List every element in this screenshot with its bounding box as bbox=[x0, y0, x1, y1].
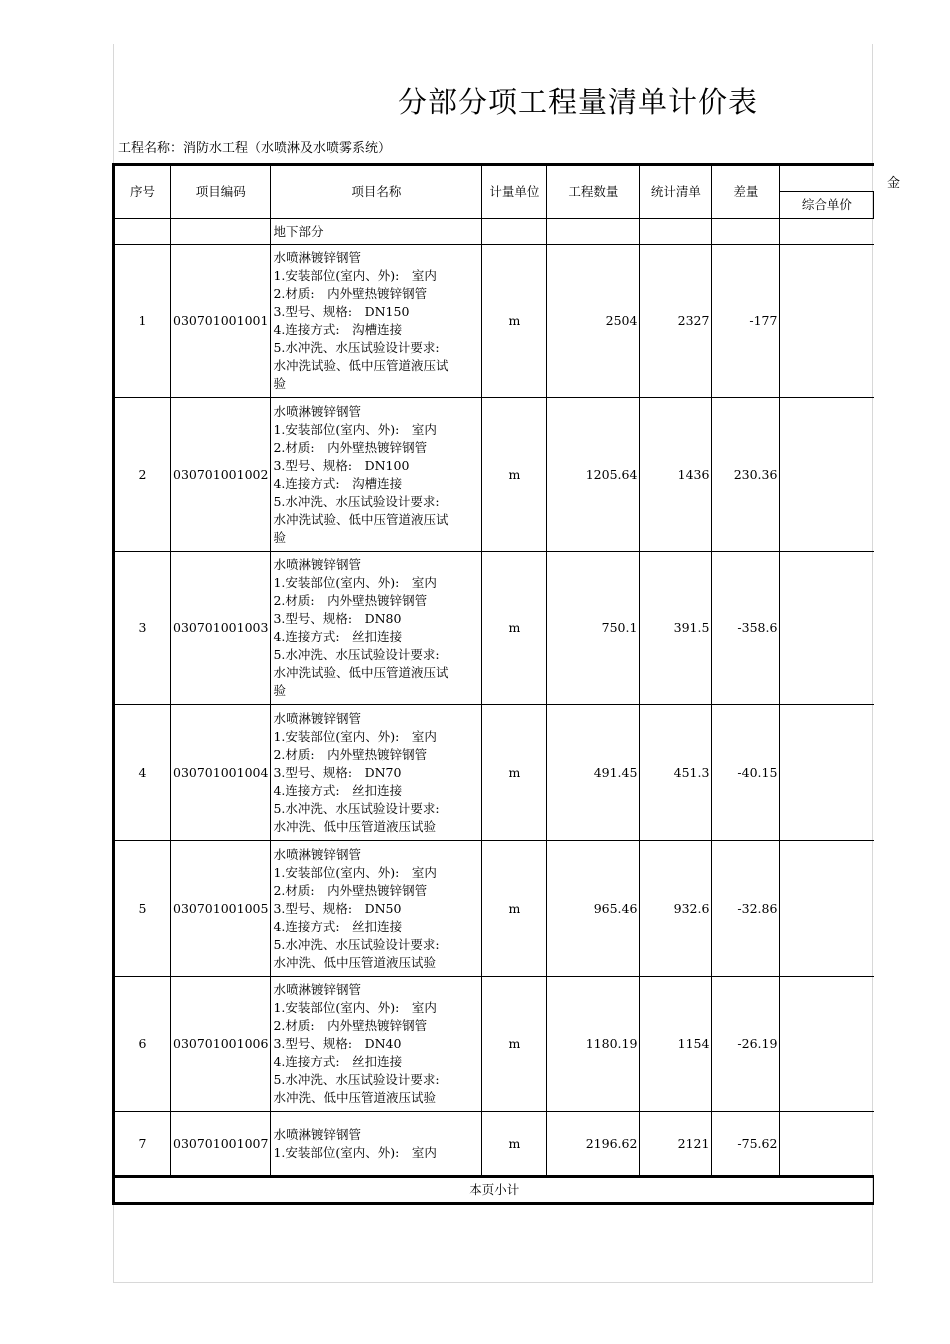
header-name: 项目名称 bbox=[271, 165, 482, 219]
row-unit-price bbox=[780, 398, 874, 552]
row-description: 水喷淋镀锌钢管 1.安装部位(室内、外): 室内 2.材质: 内外壁热镀锌钢管 3.型号、规格: DN100 4.连接方式: 沟槽连接 5.水冲洗、水压试验设计要求: 水冲洗试验、低中压管道液压试 验 bbox=[271, 398, 482, 552]
row-seq: 4 bbox=[114, 705, 171, 841]
row-quantity: 1205.64 bbox=[547, 398, 640, 552]
page-title: 分部分项工程量清单计价表 bbox=[398, 85, 759, 119]
row-quantity: 2504 bbox=[547, 245, 640, 398]
row-difference: -26.19 bbox=[712, 977, 780, 1112]
header-unit: 计量单位 bbox=[482, 165, 547, 219]
row-stat-quantity: 932.6 bbox=[640, 841, 712, 977]
row-quantity: 491.45 bbox=[547, 705, 640, 841]
row-difference: -40.15 bbox=[712, 705, 780, 841]
header-code: 项目编码 bbox=[171, 165, 271, 219]
row-unit-price bbox=[780, 552, 874, 705]
row-code: 030701001004 bbox=[171, 705, 271, 841]
row-seq: 3 bbox=[114, 552, 171, 705]
row-stat-quantity: 2327 bbox=[640, 245, 712, 398]
row-seq: 1 bbox=[114, 245, 171, 398]
row-code: 030701001003 bbox=[171, 552, 271, 705]
row-unit-price bbox=[780, 977, 874, 1112]
row-quantity: 750.1 bbox=[547, 552, 640, 705]
row-quantity: 1180.19 bbox=[547, 977, 640, 1112]
row-stat-quantity: 1154 bbox=[640, 977, 712, 1112]
row-stat-quantity: 451.3 bbox=[640, 705, 712, 841]
row-unit: m bbox=[482, 977, 547, 1112]
row-unit: m bbox=[482, 552, 547, 705]
row-description: 水喷淋镀锌钢管 1.安装部位(室内、外): 室内 2.材质: 内外壁热镀锌钢管 3.型号、规格: DN150 4.连接方式: 沟槽连接 5.水冲洗、水压试验设计要求: 水冲洗试验、低中压管道液压试 验 bbox=[271, 245, 482, 398]
row-difference: -75.62 bbox=[712, 1112, 780, 1177]
row-code: 030701001007 bbox=[171, 1112, 271, 1177]
bill-of-quantities-table bbox=[112, 163, 874, 1205]
header-unit-price: 综合单价 bbox=[780, 192, 874, 219]
row-unit-price bbox=[780, 841, 874, 977]
table-row bbox=[114, 705, 874, 841]
row-unit: m bbox=[482, 841, 547, 977]
row-difference: 230.36 bbox=[712, 398, 780, 552]
header-diff: 差量 bbox=[712, 165, 780, 219]
header-qty: 工程数量 bbox=[547, 165, 640, 219]
row-unit: m bbox=[482, 1112, 547, 1177]
row-description: 水喷淋镀锌钢管 1.安装部位(室内、外): 室内 2.材质: 内外壁热镀锌钢管 3.型号、规格: DN50 4.连接方式: 丝扣连接 5.水冲洗、水压试验设计要求: 水冲洗、低中压管道液压试验 bbox=[271, 841, 482, 977]
row-unit-price bbox=[780, 1112, 874, 1177]
table-row bbox=[114, 245, 874, 398]
table-row bbox=[114, 1112, 874, 1177]
row-difference: -358.6 bbox=[712, 552, 780, 705]
project-name: 工程名称：消防水工程（水喷淋及水喷雾系统） bbox=[118, 141, 392, 156]
row-unit: m bbox=[482, 245, 547, 398]
header-stat: 统计清单 bbox=[640, 165, 712, 219]
row-stat-quantity: 2121 bbox=[640, 1112, 712, 1177]
row-description: 水喷淋镀锌钢管 1.安装部位(室内、外): 室内 2.材质: 内外壁热镀锌钢管 3.型号、规格: DN70 4.连接方式: 丝扣连接 5.水冲洗、水压试验设计要求: 水冲洗、低中压管道液压试验 bbox=[271, 705, 482, 841]
row-difference: -32.86 bbox=[712, 841, 780, 977]
row-stat-quantity: 1436 bbox=[640, 398, 712, 552]
row-code: 030701001006 bbox=[171, 977, 271, 1112]
row-seq: 7 bbox=[114, 1112, 171, 1177]
row-seq: 6 bbox=[114, 977, 171, 1112]
row-description: 水喷淋镀锌钢管 1.安装部位(室内、外): 室内 2.材质: 内外壁热镀锌钢管 3.型号、规格: DN40 4.连接方式: 丝扣连接 5.水冲洗、水压试验设计要求: 水冲洗、低中压管道液压试验 bbox=[271, 977, 482, 1112]
row-unit: m bbox=[482, 705, 547, 841]
row-seq: 2 bbox=[114, 398, 171, 552]
row-description: 水喷淋镀锌钢管 1.安装部位(室内、外): 室内 bbox=[271, 1112, 482, 1177]
table-row bbox=[114, 841, 874, 977]
row-quantity: 2196.62 bbox=[547, 1112, 640, 1177]
header-amount-group bbox=[780, 165, 874, 192]
section-label: 地下部分 bbox=[271, 219, 482, 245]
table-footer bbox=[114, 1177, 874, 1204]
row-unit: m bbox=[482, 398, 547, 552]
row-stat-quantity: 391.5 bbox=[640, 552, 712, 705]
table-row bbox=[114, 398, 874, 552]
table-header bbox=[114, 165, 874, 219]
row-description: 水喷淋镀锌钢管 1.安装部位(室内、外): 室内 2.材质: 内外壁热镀锌钢管 3.型号、规格: DN80 4.连接方式: 丝扣连接 5.水冲洗、水压试验设计要求: 水冲洗试验、低中压管道液压试 验 bbox=[271, 552, 482, 705]
row-difference: -177 bbox=[712, 245, 780, 398]
row-quantity: 965.46 bbox=[547, 841, 640, 977]
section-row bbox=[114, 219, 874, 245]
row-seq: 5 bbox=[114, 841, 171, 977]
row-code: 030701001001 bbox=[171, 245, 271, 398]
row-unit-price bbox=[780, 245, 874, 398]
amount-column-header: 金 bbox=[887, 176, 901, 191]
page-subtotal-label: 本页小计 bbox=[114, 1177, 874, 1204]
row-code: 030701001005 bbox=[171, 841, 271, 977]
row-code: 030701001002 bbox=[171, 398, 271, 552]
table-row bbox=[114, 552, 874, 705]
row-unit-price bbox=[780, 705, 874, 841]
header-seq: 序号 bbox=[114, 165, 171, 219]
table-body bbox=[114, 219, 874, 1177]
table-row bbox=[114, 977, 874, 1112]
